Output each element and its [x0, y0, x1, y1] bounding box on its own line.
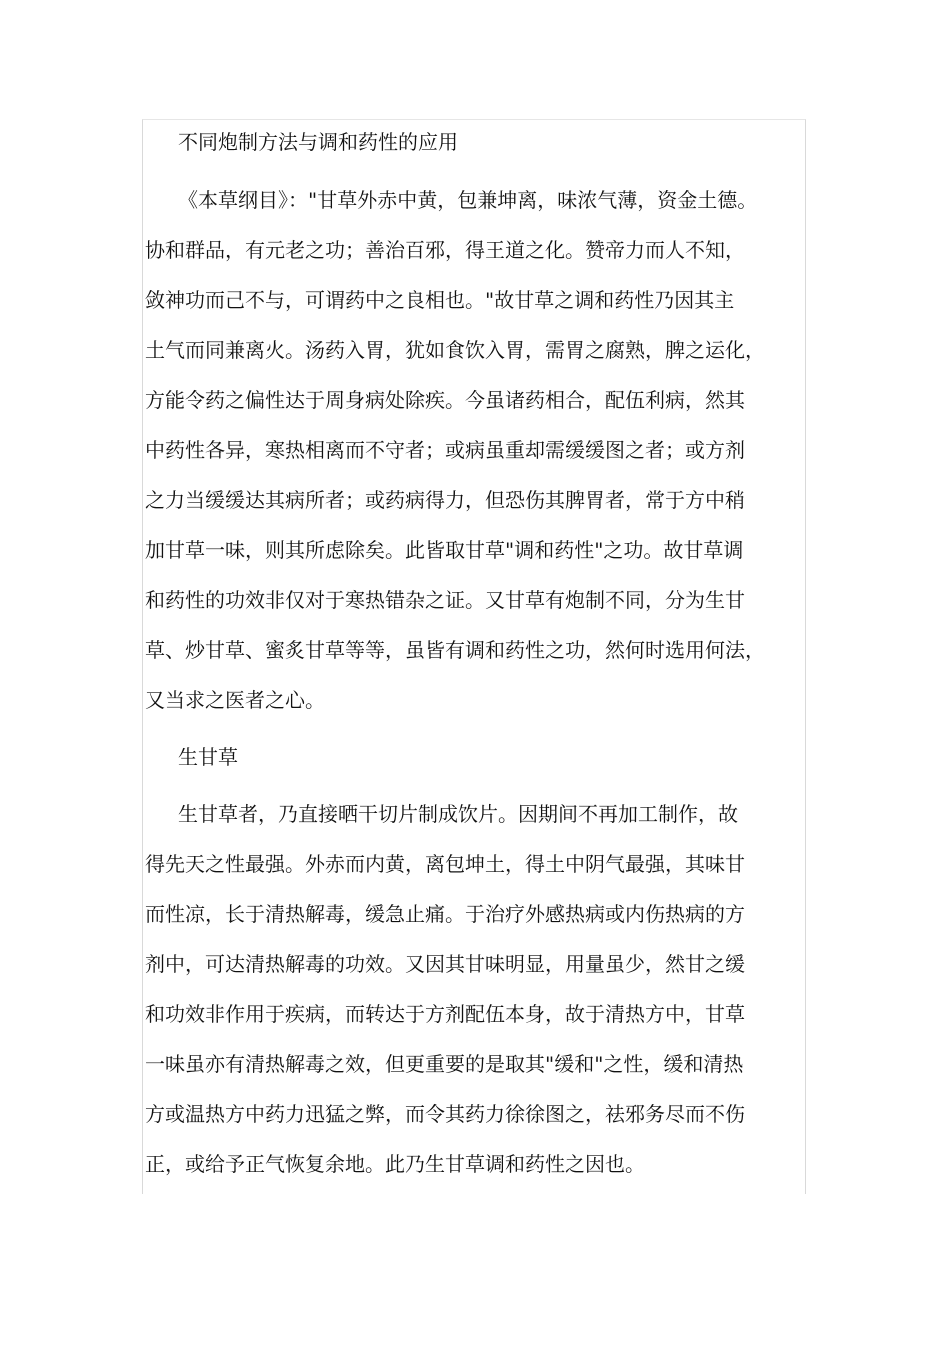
paragraph-line: 和功效非作用于疾病，而转达于方剂配伍本身，故于清热方中，甘草 [145, 1002, 745, 1026]
paragraph-line: 方能令药之偏性达于周身病处除疾。今虽诸药相合，配伍利病，然其 [145, 388, 745, 412]
paragraph-line: 又当求之医者之心。 [145, 688, 325, 712]
paragraph-line: 正，或给予正气恢复余地。此乃生甘草调和药性之因也。 [145, 1152, 645, 1176]
paragraph-line: 《本草纲目》："甘草外赤中黄，包兼坤离，味浓气薄，资金土德。 [178, 188, 758, 212]
paragraph-line: 中药性各异，寒热相离而不守者；或病虽重却需缓缓图之者；或方剂 [145, 438, 745, 462]
paragraph-line: 一味虽亦有清热解毒之效，但更重要的是取其"缓和"之性，缓和清热 [145, 1052, 744, 1076]
paragraph-line: 协和群品，有元老之功；善治百邪，得王道之化。赞帝力而人不知， [145, 238, 745, 262]
paragraph-line: 土气而同兼离火。汤药入胃，犹如食饮入胃，需胃之腐熟，脾之运化， [145, 338, 765, 362]
paragraph-line: 敛神功而己不与，可谓药中之良相也。"故甘草之调和药性乃因其主 [145, 288, 735, 312]
paragraph-line: 方或温热方中药力迅猛之弊，而令其药力徐徐图之，祛邪务尽而不伤 [145, 1102, 745, 1126]
paragraph-line: 而性凉，长于清热解毒，缓急止痛。于治疗外感热病或内伤热病的方 [145, 902, 745, 926]
document-title: 不同炮制方法与调和药性的应用 [178, 130, 458, 154]
section-heading: 生甘草 [178, 745, 238, 769]
paragraph-line: 得先天之性最强。外赤而内黄，离包坤土，得土中阴气最强，其味甘 [145, 852, 745, 876]
paragraph-line: 生甘草者，乃直接晒干切片制成饮片。因期间不再加工制作，故 [178, 802, 738, 826]
paragraph-line: 剂中，可达清热解毒的功效。又因其甘味明显，用量虽少，然甘之缓 [145, 952, 745, 976]
paragraph-line: 之力当缓缓达其病所者；或药病得力，但恐伤其脾胃者，常于方中稍 [145, 488, 745, 512]
paragraph-line: 加甘草一味，则其所虑除矣。此皆取甘草"调和药性"之功。故甘草调 [145, 538, 744, 562]
paragraph-line: 草、炒甘草、蜜炙甘草等等，虽皆有调和药性之功，然何时选用何法， [145, 638, 765, 662]
paragraph-line: 和药性的功效非仅对于寒热错杂之证。又甘草有炮制不同，分为生甘 [145, 588, 745, 612]
